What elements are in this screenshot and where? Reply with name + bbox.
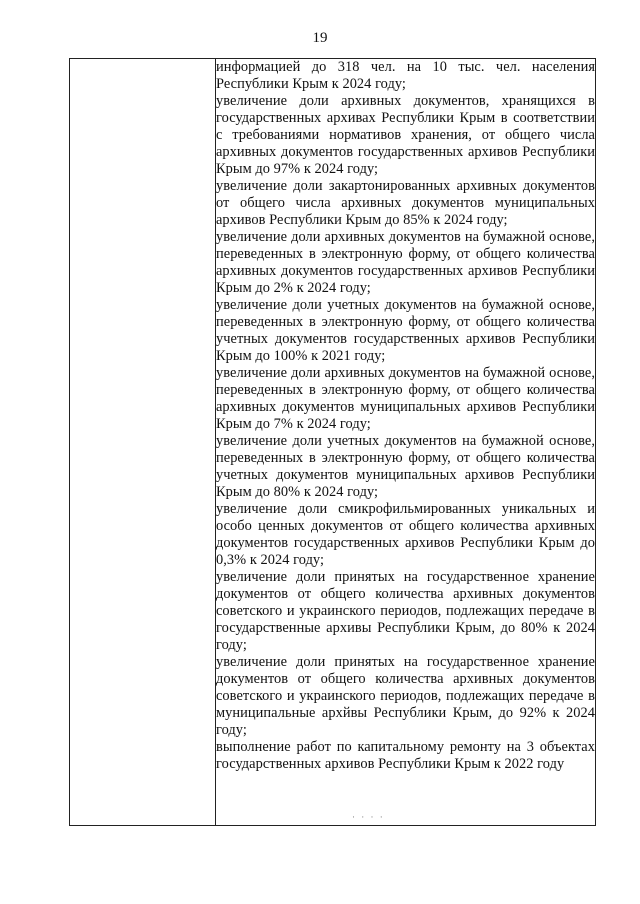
list-item: увеличение доли смикрофильмированных уникальных и особо ценных документов от общего количества архивных документов государственных архивов Республики Крым до 0,3% к 2024 году; <box>216 501 595 568</box>
list-item: увеличение доли архивных документов на бумажной основе, переведенных в электронную форму, от общего количества архивных документов государственных архивов Республики Крым до 2% к 2024 году; <box>216 229 595 296</box>
list-item: увеличение доли учетных документов на бумажной основе, переведенных в электронную форму, от общего количества учетных документов муниципальных архивов Республики Крым до 80% к 2024 году; <box>216 433 595 500</box>
list-item: увеличение доли учетных документов на бумажной основе, переведенных в электронную форму, от общего количества учетных документов государственных архивов Республики Крым до 100% к 2021 году; <box>216 297 595 364</box>
list-item: увеличение доли принятых на государственное хранение документов от общего количества архивных документов советского и украинского периодов, подлежащих передаче в государственные архивы Республики Крым, до 80% к 2024 году; <box>216 569 595 653</box>
list-item: увеличение доли принятых на государственное хранение документов от общего количества архивных документов советского и украинского периодов, подлежащих передаче в муниципальные архйвы Республики Крым, до 92% к 2024 году; <box>216 654 595 738</box>
page-number: 19 <box>312 30 328 46</box>
list-item: информацией до 318 чел. на 10 тыс. чел. населения Республики Крым к 2024 году; <box>216 59 595 92</box>
list-item: увеличение доли архивных документов, хранящихся в государственных архивах Республики Крым в соответствии с требованиями нормативов хранения, от общего числа архивных документов государственных архивов Республики Крым до 97% к 2024 году; <box>216 93 595 177</box>
document-table <box>69 58 596 826</box>
table-row <box>70 59 596 826</box>
list-item: увеличение доли архивных документов на бумажной основе, переведенных в электронную форму, от общего количества архивных документов муниципальных архивов Республики Крым до 7% к 2024 году; <box>216 365 595 432</box>
empty-left-cell <box>70 59 216 826</box>
list-item: выполнение работ по капитальному ремонту на 3 объектах государственных архивов Республики Крым к 2022 году <box>216 739 595 772</box>
scan-specks: · · · · <box>352 812 385 822</box>
targets-cell <box>216 59 596 826</box>
list-item: увеличение доли закартонированных архивных документов от общего числа архивных документов муниципальных архивов Республики Крым до 85% к 2024 году; <box>216 178 595 228</box>
